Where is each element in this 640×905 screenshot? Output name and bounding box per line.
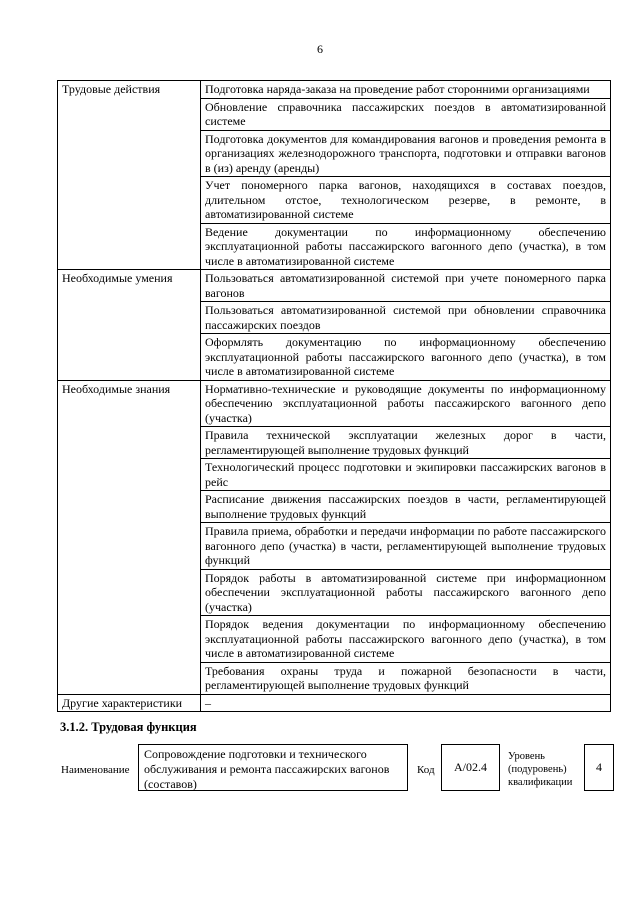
table-cell: Пользоваться автоматизированной системой при учете пономерного парка вагонов xyxy=(201,270,611,302)
table-row xyxy=(58,270,611,302)
function-name-box: Сопровождение подготовки и технического обслуживания и ремонта пассажирских вагонов (составов) xyxy=(138,744,408,791)
table-cell: Нормативно-технические и руководящие документы по информационному обеспечению эксплуатационной работы пассажирского вагонного депо (участка) xyxy=(201,380,611,427)
table-cell: Ведение документации по информационному обеспечению эксплуатационной работы пассажирского вагонного депо (участка), в том числе в автоматизированной системе xyxy=(201,223,611,270)
table-cell: Порядок работы в автоматизированной системе при информационном обеспечении эксплуатационной работы пассажирского вагонного депо (участка) xyxy=(201,569,611,616)
table-cell: Оформлять документацию по информационному обеспечению эксплуатационной работы пассажирского вагонного депо (участка), в том числе в автоматизированной системе xyxy=(201,334,611,381)
qualification-level-box: 4 xyxy=(584,744,614,791)
name-label: Наименование xyxy=(61,764,130,776)
page-number: 6 xyxy=(317,42,323,56)
group-label: Необходимые знания xyxy=(58,380,201,694)
table-cell: Требования охраны труда и пожарной безопасности в части, регламентирующей выполнение трудовых функций xyxy=(201,662,611,694)
table-row xyxy=(58,380,611,427)
table-row xyxy=(58,694,611,712)
code-label: Код xyxy=(417,764,435,776)
table-cell: Правила технической эксплуатации железных дорог в части, регламентирующей выполнение трудовых функций xyxy=(201,427,611,459)
group-label: Необходимые умения xyxy=(58,270,201,381)
group-label: Трудовые действия xyxy=(58,81,201,270)
table-cell: Подготовка документов для командирования вагонов и проведения ремонта в организациях железнодорожного транспорта, подготовки и отправки вагонов в (из) аренду (аренды) xyxy=(201,130,611,177)
table-cell: Правила приема, обработки и передачи информации по работе пассажирского вагонного депо (участка) в части, регламентирующей выполнение трудовых функций xyxy=(201,523,611,570)
group-label: Другие характеристики xyxy=(58,694,201,712)
table-cell: Технологический процесс подготовки и экипировки пассажирских вагонов в рейс xyxy=(201,459,611,491)
labor-function-table xyxy=(57,80,611,712)
table-cell: Расписание движения пассажирских поездов в части, регламентирующей выполнение трудовых функций xyxy=(201,491,611,523)
table-cell: Пользоваться автоматизированной системой при обновлении справочника пассажирских поездов xyxy=(201,302,611,334)
table-cell: Порядок ведения документации по информационному обеспечению эксплуатационной работы пассажирского вагонного депо (участка), в том числе в автоматизированной системе xyxy=(201,616,611,663)
table-row xyxy=(58,81,611,99)
section-title: 3.1.2. Трудовая функция xyxy=(60,720,197,734)
qualification-level-label: Уровень (подуровень) квалификации xyxy=(508,751,573,788)
table-cell: Учет пономерного парка вагонов, находящихся в составах поездов, длительном отстое, технологическом резерве, в ремонте, в автоматизированной системе xyxy=(201,177,611,224)
code-value-box: A/02.4 xyxy=(441,744,500,791)
table-cell: – xyxy=(201,694,611,712)
table-cell: Обновление справочника пассажирских поездов в автоматизированной системе xyxy=(201,98,611,130)
table-cell: Подготовка наряда-заказа на проведение работ сторонними организациями xyxy=(201,81,611,99)
